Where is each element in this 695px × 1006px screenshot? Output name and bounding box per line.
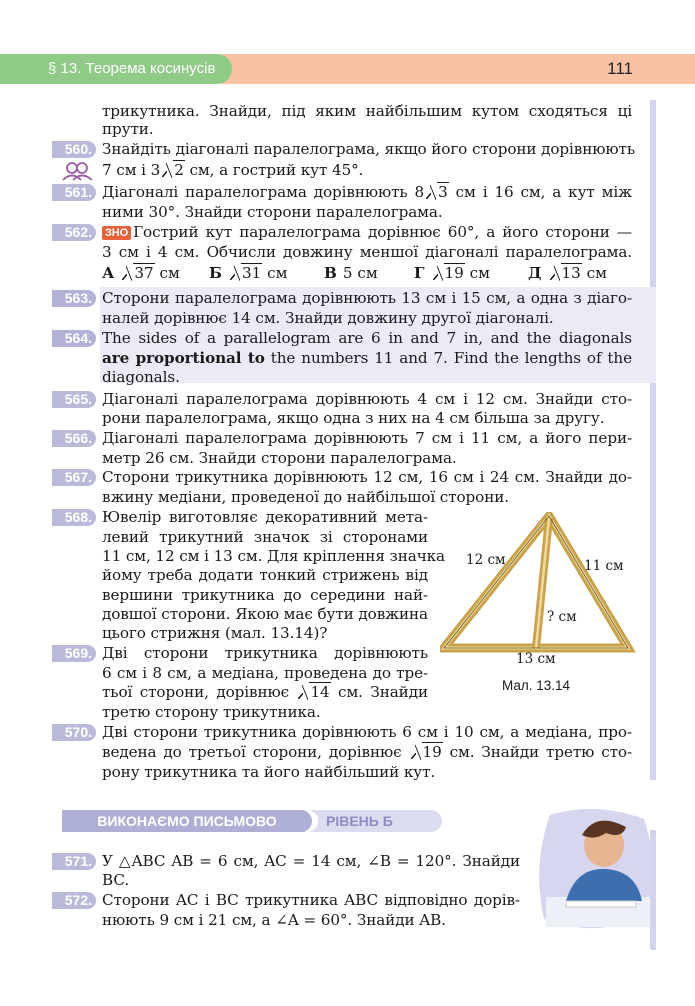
problem-number-562: 562. <box>52 224 96 241</box>
right-margin-bar <box>650 100 656 780</box>
problem-number-567: 567. <box>52 469 96 486</box>
text-line: ними 30°. Знайди сторони паралелограма. <box>102 203 443 221</box>
text-line: Сторони паралелограма дорівнюють 13 см і 15 см, а одна з діаго- <box>102 289 632 307</box>
page-number: 111 <box>222 54 695 84</box>
problem-number-565: 565. <box>52 391 96 408</box>
text-line: Дві сторони трикутника дорівнюють 6 см і 10 см, а медіана, про- <box>102 723 632 741</box>
figure-label-base: 13 см <box>516 651 556 667</box>
text-line: нюють 9 см і 21 см, а ∠A = 60°. Знайди AB. <box>102 911 446 929</box>
text-line: рону трикутника та його найбільший кут. <box>102 763 436 781</box>
problem-number-572: 572. <box>52 892 96 909</box>
text-line: вжину медіани, проведеної до найбільшої сторони. <box>102 488 509 506</box>
problem-number-569: 569. <box>52 645 96 662</box>
answer-option: Г 19 см <box>414 264 490 282</box>
text-line: Сторони трикутника дорівнюють 12 см, 16 см і 24 см. Знайди до- <box>102 468 632 486</box>
student-photo <box>536 805 656 935</box>
text-line: налей дорівнює 14 см. Знайди довжину другої діагоналі. <box>102 309 554 327</box>
text-line: третю сторону трикутника. <box>102 703 321 721</box>
answer-options <box>102 262 632 284</box>
text-line: ведена до третьої сторони, дорівнює 19 см. Знайди третю сто- <box>102 743 633 761</box>
problem-number-570: 570. <box>52 724 96 741</box>
text-line: Дві сторони трикутника дорівнюють <box>102 644 428 662</box>
problem-number-561: 561. <box>52 184 96 201</box>
problem-number-571: 571. <box>52 853 96 870</box>
zno-badge: ЗНО <box>102 226 131 240</box>
problem-number-564: 564. <box>52 330 96 347</box>
text-line: 11 см, 12 см і 13 см. Для кріплення значка <box>102 547 445 565</box>
problem-number-566: 566. <box>52 430 96 447</box>
text-line: Сторони AC і BC трикутника ABC відповідно дорів- <box>102 891 520 909</box>
text-line: рони паралелограма, якщо одна з них на 4 см більша за другу. <box>102 409 605 427</box>
problem-number-560: 560. <box>52 141 96 158</box>
text-line: 3 см і 4 см. Обчисли довжину меншої діагоналі паралелограма. <box>102 243 632 261</box>
problem-number-568: 568. <box>52 509 96 526</box>
section-level: РІВЕНЬ Б <box>310 810 440 832</box>
text-line: Ювелір виготовляє декоративний мета- <box>102 508 428 526</box>
answer-option: Б 31 см <box>209 264 288 282</box>
figure-label-right: 11 см <box>584 558 624 574</box>
figure-label-left: 12 см <box>466 552 506 568</box>
text-line: цього стрижня (мал. 13.14)? <box>102 624 328 642</box>
text-line: 6 см і 8 см, а медіана, проведена до тре- <box>102 664 428 682</box>
answer-option: В 5 см <box>324 264 378 282</box>
text-line: метр 26 см. Знайди сторони паралелограма. <box>102 449 457 467</box>
text-line: йому треба додати тонкий стрижень від <box>102 566 428 584</box>
text-line: Діагоналі паралелограма дорівнюють 4 см і 12 см. Знайди сто- <box>102 390 632 408</box>
text-line: 7 см і 3 2 см, а гострий кут 45°. <box>102 161 364 179</box>
group-work-icon <box>60 160 96 182</box>
text-line: трикутника. Знайди, під яким найбільшим кутом сходяться ці <box>102 102 632 120</box>
text-line: are proportional to the numbers 11 and 7. Find the lengths of the <box>102 349 632 367</box>
text-line: довшої сторони. Якою має бути довжина <box>102 605 429 623</box>
section-header: § 13. Теорема косинусів <box>0 54 232 84</box>
problem-number-563: 563. <box>52 290 96 307</box>
figure-label-median: ? см <box>547 609 577 625</box>
text-line: ЗНО Гострий кут паралелограма дорівнює 60°, а його сторони — <box>102 221 632 243</box>
text-line: вершини трикутника до середини най- <box>102 586 428 604</box>
text-line: Діагоналі паралелограма дорівнюють 8 3 см і 16 см, а кут між <box>102 183 632 201</box>
text-line: прути. <box>102 120 154 138</box>
text-line: Знайдіть діагоналі паралелограма, якщо його сторони дорівнюють <box>102 140 635 158</box>
triangle-figure <box>440 512 640 672</box>
section-title: ВИКОНАЄМО ПИСЬМОВО <box>62 810 312 832</box>
text-line: тьої сторони, дорівнює 14 см. Знайди <box>102 683 428 701</box>
text-line: У △ABC AB = 6 см, AC = 14 см, ∠B = 120°. Знайди <box>102 852 520 870</box>
figure-caption: Мал. 13.14 <box>502 678 571 693</box>
text-line: The sides of a parallelogram are 6 in and 7 in, and the diagonals <box>102 329 632 347</box>
answer-option: А 37 см <box>102 264 180 282</box>
text-line: Діагоналі паралелограма дорівнюють 7 см і 11 см, а його пери- <box>102 429 632 447</box>
text-line: diagonals. <box>102 368 180 386</box>
text-line: BC. <box>102 871 130 889</box>
text-line: левий трикутний значок зі сторонами <box>102 528 428 546</box>
answer-option: Д 13 см <box>528 264 607 282</box>
